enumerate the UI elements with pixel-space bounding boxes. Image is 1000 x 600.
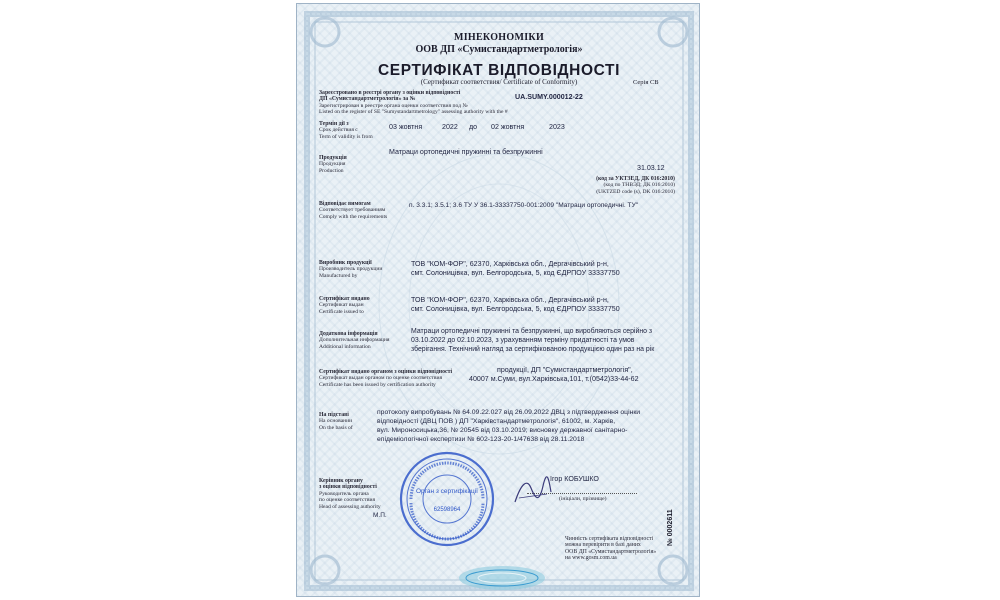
product-code: 31.03.12 — [637, 164, 665, 172]
validity-from: 03 жовтня — [389, 123, 423, 131]
series-label: Серія СВ — [633, 79, 659, 86]
certificate-sheet — [296, 3, 700, 597]
basis-label: На підставі На основании On the basis of — [319, 412, 353, 431]
signature-caption: (ініціали, прізвище) — [559, 496, 607, 502]
manufacturer-label: Виробник продукції Производитель продукции Manufactured by — [319, 260, 383, 279]
head-label: Керівник органу з оцінки відповідності Руководитель органа по оценке соответствия Head of assessing authority — [319, 478, 381, 510]
authority-label: Сертифікат видано органом з оцінки відповідності Сертификат выдан органом по оценке соответствия Certificate has been issued by certification authority — [319, 369, 453, 388]
official-stamp — [397, 449, 497, 549]
basis-line-2: відповідності (ДВЦ ПОВ ) ДП "Харківстандартметрологія", 61002, м. Харків, — [377, 418, 616, 425]
signature-mark — [513, 474, 553, 508]
serial-number: № 0002611 — [667, 509, 674, 546]
issued-to-line-1: ТОВ "КОМ-ФОР", 62370, Харківська обл., Дергачівський р-н, — [411, 296, 609, 304]
authority-line-2: 40007 м.Суми, вул.Харківська,101, т.(0542)33-44-62 — [469, 375, 639, 383]
issued-to-line-2: смт. Солоницівка, вул. Белгородська, 5, код ЄДРПОУ 33337750 — [411, 305, 620, 313]
mp-label: М.П. — [373, 512, 387, 519]
issued-to-label: Сертифікат видано Сертификат выдан Certificate issued to — [319, 296, 370, 315]
validity-from-year: 2022 — [442, 123, 458, 131]
additional-label: Додаткова інформація Дополнительная информация Additional information — [319, 331, 390, 350]
additional-line-3: зберігання. Технічний нагляд за сертифікованою продукцією один раз на рік — [411, 346, 655, 353]
stamp-center-text: Орган з сертифікації — [415, 488, 479, 495]
ministry-name: МІНЕКОНОМІКИ — [453, 32, 545, 43]
product-value: Матраци ортопедичні пружинні та безпружинні — [389, 148, 543, 156]
stamp-number: 62598964 — [433, 507, 461, 513]
product-label: Продукція Продукция Production — [319, 155, 347, 174]
validity-to-word: до — [469, 123, 478, 131]
certificate-title: СЕРТИФІКАТ ВІДПОВІДНОСТІ — [378, 62, 620, 79]
manufacturer-line-1: ТОВ "КОМ-ФОР", 62370, Харківська обл., Дергачівський р-н, — [411, 260, 609, 268]
requirements-value: п. 3.3.1; 3.5.1; 3.6 ТУ У 36.1-33337750-001:2009 "Матраци ортопедичні. ТУ" — [409, 202, 639, 209]
validity-to: 02 жовтня — [491, 123, 525, 131]
authority-line-1: продукції, ДП "Сумистандартметрологія", — [497, 366, 633, 374]
certificate-subtitle: (Сертификат соответствия/ Certificate of Conformity) — [420, 78, 578, 86]
head-name: Ігор КОБУШКО — [550, 475, 599, 483]
basis-line-4: епідеміологічної експертизи № 602-123-20-1/47638 від 28.11.2018 — [377, 436, 585, 443]
organization-name: ООВ ДП «Сумистандартметрологія» — [415, 44, 583, 55]
basis-line-1: протоколу випробувань № 64.09.22.027 від 26.09.2022 ДВЦ з підтвердження оцінки — [377, 409, 641, 416]
registration-number: UA.SUMY.000012-22 — [515, 93, 583, 101]
footer-note: Чинність сертифіката відповідності можна перевірити в базі даних ООВ ДП «Сумистандартметрологія» на www.gosm.com.ua — [565, 536, 657, 562]
registration-label: Зареєстровано в реєстрі органу з оцінки відповідності ДП «Сумистандартметрологія» за № Зарегистрирован в реестре органа оценки соответствия под № Listed on the register of SE "Sumystandartmetrology" assessing authority with the # — [319, 90, 508, 116]
product-code-labels: (код за УКТЗЕД, ДК 016:2010) (код по ТНВЭД; ДК 016:2010) (UKTZED code (s), DK 016:2010) — [596, 176, 675, 195]
validity-to-year: 2023 — [549, 123, 565, 131]
basis-line-3: вул. Мироносицька,36, № 20545 від 03.10.2019; висновку державної санітарно- — [377, 427, 628, 434]
manufacturer-line-2: смт. Солоницівка, вул. Белгородська, 5, код ЄДРПОУ 33337750 — [411, 269, 620, 277]
hologram-seal — [457, 564, 547, 592]
additional-line-2: 03.10.2022 до 02.10.2023, з урахуванням терміну придатності та умов — [411, 337, 635, 344]
requirements-label: Відповідає вимогам Соответствует требованиям Comply with the requirements — [319, 201, 388, 220]
validity-label: Термін дії з Срок действия с Term of validity is from — [319, 121, 373, 140]
additional-line-1: Матраци ортопедичні пружинні та безпружинні, що виробляються серійно з — [411, 328, 653, 335]
